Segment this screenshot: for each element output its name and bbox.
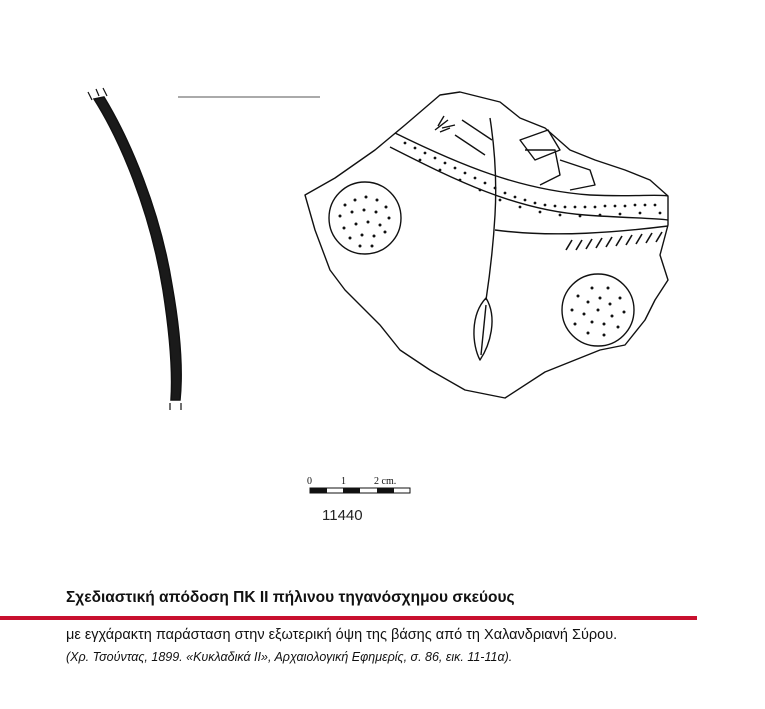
caption-divider bbox=[0, 616, 697, 620]
sherd-drawing-icon bbox=[305, 92, 668, 398]
caption-body: με εγχάρακτη παράσταση στην εξωτερική όψη της βάσης από τη Χαλανδριανή Σύρου. bbox=[66, 627, 618, 643]
inventory-number: 11440 bbox=[322, 507, 363, 524]
scale-tick-2: 2 cm. bbox=[374, 476, 397, 487]
scale-tick-0: 0 bbox=[307, 476, 312, 487]
scale-bar-icon bbox=[307, 476, 410, 493]
caption-reference: (Χρ. Τσούντας, 1899. «Κυκλαδικά ΙΙ», Αρχαιολογική Εφημερίς, σ. 86, εικ. 11-11α). bbox=[66, 650, 513, 664]
vessel-profile-icon bbox=[88, 88, 181, 410]
caption-title: Σχεδιαστική απόδοση ΠΚ ΙΙ πήλινου τηγανόσχημου σκεύους bbox=[66, 589, 515, 606]
scale-tick-1: 1 bbox=[341, 476, 346, 487]
